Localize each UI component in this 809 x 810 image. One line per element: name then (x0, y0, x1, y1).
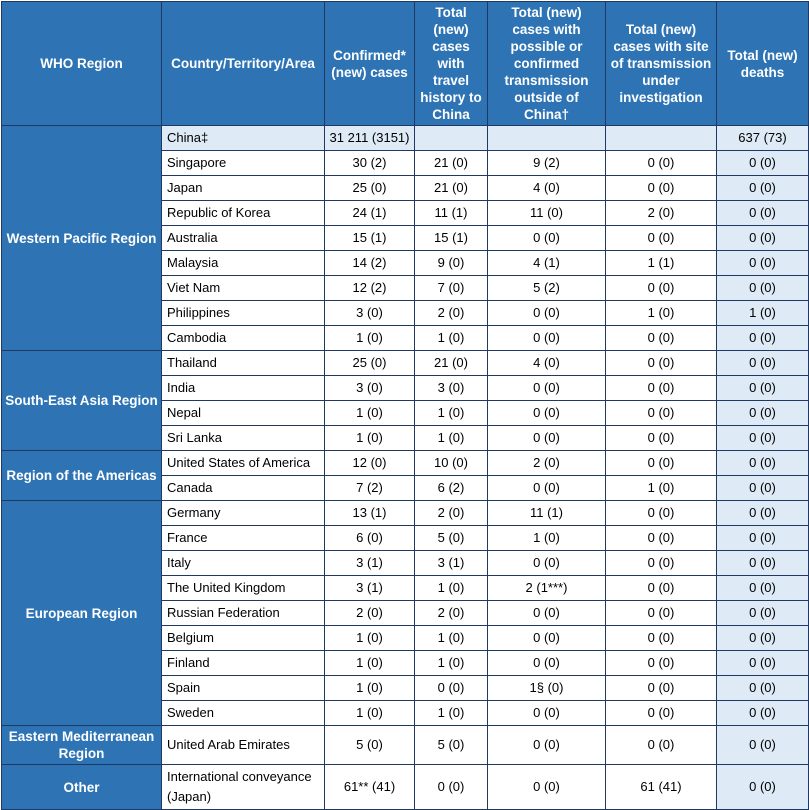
deaths-cell: 0 (0) (717, 765, 809, 810)
confirmed-cell: 25 (0) (325, 351, 415, 376)
table-row (2, 451, 809, 476)
country-cell: Spain (162, 676, 325, 701)
outside-cell: 0 (0) (488, 426, 606, 451)
country-cell: United States of America (162, 451, 325, 476)
outside-cell: 0 (0) (488, 226, 606, 251)
investigation-cell: 61 (41) (606, 765, 717, 810)
confirmed-cell: 12 (0) (325, 451, 415, 476)
investigation-cell: 0 (0) (606, 426, 717, 451)
confirmed-cell: 25 (0) (325, 176, 415, 201)
deaths-cell: 0 (0) (717, 401, 809, 426)
country-cell: Philippines (162, 301, 325, 326)
investigation-cell: 0 (0) (606, 576, 717, 601)
confirmed-cell: 5 (0) (325, 726, 415, 765)
outside-cell: 2 (1***) (488, 576, 606, 601)
deaths-cell: 0 (0) (717, 226, 809, 251)
travel-cell: 1 (0) (415, 626, 488, 651)
investigation-cell: 1 (1) (606, 251, 717, 276)
confirmed-cell: 6 (0) (325, 526, 415, 551)
confirmed-cell: 3 (1) (325, 551, 415, 576)
outside-cell: 4 (0) (488, 176, 606, 201)
deaths-cell: 0 (0) (717, 726, 809, 765)
table-row (2, 351, 809, 376)
deaths-cell: 0 (0) (717, 676, 809, 701)
confirmed-cell: 3 (0) (325, 376, 415, 401)
deaths-cell: 0 (0) (717, 451, 809, 476)
outside-cell: 1§ (0) (488, 676, 606, 701)
table-row (2, 726, 809, 765)
travel-cell: 7 (0) (415, 276, 488, 301)
confirmed-cell: 24 (1) (325, 201, 415, 226)
table-body (2, 126, 809, 810)
outside-cell: 0 (0) (488, 301, 606, 326)
investigation-cell: 0 (0) (606, 401, 717, 426)
confirmed-cell: 1 (0) (325, 676, 415, 701)
travel-cell: 1 (0) (415, 651, 488, 676)
outside-cell: 0 (0) (488, 376, 606, 401)
table-header (2, 2, 809, 126)
travel-cell: 5 (0) (415, 726, 488, 765)
deaths-cell: 0 (0) (717, 551, 809, 576)
who-region-table (1, 1, 809, 810)
country-cell: Cambodia (162, 326, 325, 351)
confirmed-cell: 7 (2) (325, 476, 415, 501)
region-cell: Western Pacific Region (2, 126, 162, 351)
outside-cell: 0 (0) (488, 765, 606, 810)
confirmed-cell: 2 (0) (325, 601, 415, 626)
deaths-cell: 0 (0) (717, 276, 809, 301)
deaths-cell: 0 (0) (717, 151, 809, 176)
confirmed-cell: 1 (0) (325, 626, 415, 651)
outside-cell: 4 (1) (488, 251, 606, 276)
country-cell: Finland (162, 651, 325, 676)
deaths-cell: 0 (0) (717, 351, 809, 376)
column-header-region: WHO Region (2, 2, 162, 126)
deaths-cell: 0 (0) (717, 601, 809, 626)
confirmed-cell: 13 (1) (325, 501, 415, 526)
investigation-cell: 0 (0) (606, 276, 717, 301)
deaths-cell: 0 (0) (717, 651, 809, 676)
outside-cell: 0 (0) (488, 401, 606, 426)
region-cell: South-East Asia Region (2, 351, 162, 451)
country-cell: The United Kingdom (162, 576, 325, 601)
column-header-travel: Total (new) cases with travel history to China (415, 2, 488, 126)
investigation-cell (606, 126, 717, 151)
travel-cell: 21 (0) (415, 151, 488, 176)
confirmed-cell: 30 (2) (325, 151, 415, 176)
deaths-cell: 0 (0) (717, 526, 809, 551)
confirmed-cell: 3 (0) (325, 301, 415, 326)
investigation-cell: 2 (0) (606, 201, 717, 226)
country-cell: Viet Nam (162, 276, 325, 301)
country-cell: Singapore (162, 151, 325, 176)
investigation-cell: 0 (0) (606, 376, 717, 401)
investigation-cell: 0 (0) (606, 526, 717, 551)
travel-cell (415, 126, 488, 151)
country-cell: Republic of Korea (162, 201, 325, 226)
outside-cell: 11 (1) (488, 501, 606, 526)
deaths-cell: 0 (0) (717, 426, 809, 451)
travel-cell: 15 (1) (415, 226, 488, 251)
region-cell: Other (2, 765, 162, 810)
outside-cell: 0 (0) (488, 701, 606, 726)
travel-cell: 6 (2) (415, 476, 488, 501)
travel-cell: 3 (1) (415, 551, 488, 576)
investigation-cell: 0 (0) (606, 701, 717, 726)
outside-cell: 0 (0) (488, 476, 606, 501)
investigation-cell: 0 (0) (606, 351, 717, 376)
investigation-cell: 1 (0) (606, 476, 717, 501)
confirmed-cell: 1 (0) (325, 326, 415, 351)
deaths-cell: 0 (0) (717, 626, 809, 651)
outside-cell: 0 (0) (488, 326, 606, 351)
table-row (2, 126, 809, 151)
travel-cell: 21 (0) (415, 176, 488, 201)
deaths-cell: 0 (0) (717, 376, 809, 401)
confirmed-cell: 12 (2) (325, 276, 415, 301)
deaths-cell: 0 (0) (717, 501, 809, 526)
deaths-cell: 0 (0) (717, 576, 809, 601)
country-cell: Belgium (162, 626, 325, 651)
country-cell: Malaysia (162, 251, 325, 276)
outside-cell: 0 (0) (488, 601, 606, 626)
travel-cell: 2 (0) (415, 301, 488, 326)
country-cell: Germany (162, 501, 325, 526)
outside-cell: 1 (0) (488, 526, 606, 551)
travel-cell: 0 (0) (415, 676, 488, 701)
country-cell: France (162, 526, 325, 551)
outside-cell: 0 (0) (488, 726, 606, 765)
travel-cell: 1 (0) (415, 701, 488, 726)
travel-cell: 5 (0) (415, 526, 488, 551)
travel-cell: 0 (0) (415, 765, 488, 810)
country-cell: Nepal (162, 401, 325, 426)
country-cell: Thailand (162, 351, 325, 376)
investigation-cell: 0 (0) (606, 176, 717, 201)
column-header-deaths: Total (new) deaths (717, 2, 809, 126)
outside-cell: 9 (2) (488, 151, 606, 176)
investigation-cell: 0 (0) (606, 726, 717, 765)
country-cell: United Arab Emirates (162, 726, 325, 765)
investigation-cell: 0 (0) (606, 501, 717, 526)
country-cell: Australia (162, 226, 325, 251)
investigation-cell: 0 (0) (606, 226, 717, 251)
confirmed-cell: 31 211 (3151) (325, 126, 415, 151)
column-header-investigation: Total (new) cases with site of transmission under investigation (606, 2, 717, 126)
column-header-country: Country/Territory/Area (162, 2, 325, 126)
country-cell: Canada (162, 476, 325, 501)
deaths-cell: 0 (0) (717, 326, 809, 351)
outside-cell: 4 (0) (488, 351, 606, 376)
deaths-cell: 0 (0) (717, 176, 809, 201)
country-cell: Sweden (162, 701, 325, 726)
investigation-cell: 0 (0) (606, 551, 717, 576)
country-cell: International conveyance (Japan) (162, 765, 325, 810)
investigation-cell: 1 (0) (606, 301, 717, 326)
deaths-cell: 1 (0) (717, 301, 809, 326)
investigation-cell: 0 (0) (606, 601, 717, 626)
table-row (2, 765, 809, 810)
outside-cell: 2 (0) (488, 451, 606, 476)
outside-cell: 11 (0) (488, 201, 606, 226)
confirmed-cell: 1 (0) (325, 401, 415, 426)
confirmed-cell: 14 (2) (325, 251, 415, 276)
deaths-cell: 0 (0) (717, 251, 809, 276)
travel-cell: 1 (0) (415, 426, 488, 451)
confirmed-cell: 15 (1) (325, 226, 415, 251)
confirmed-cell: 1 (0) (325, 651, 415, 676)
region-cell: Region of the Americas (2, 451, 162, 501)
table-row (2, 501, 809, 526)
travel-cell: 11 (1) (415, 201, 488, 226)
investigation-cell: 0 (0) (606, 676, 717, 701)
investigation-cell: 0 (0) (606, 626, 717, 651)
travel-cell: 9 (0) (415, 251, 488, 276)
investigation-cell: 0 (0) (606, 451, 717, 476)
outside-cell (488, 126, 606, 151)
outside-cell: 0 (0) (488, 651, 606, 676)
confirmed-cell: 1 (0) (325, 701, 415, 726)
outside-cell: 0 (0) (488, 626, 606, 651)
confirmed-cell: 3 (1) (325, 576, 415, 601)
header-row (2, 2, 809, 126)
country-cell: Russian Federation (162, 601, 325, 626)
travel-cell: 2 (0) (415, 601, 488, 626)
investigation-cell: 0 (0) (606, 151, 717, 176)
deaths-cell: 0 (0) (717, 201, 809, 226)
travel-cell: 3 (0) (415, 376, 488, 401)
country-cell: India (162, 376, 325, 401)
travel-cell: 10 (0) (415, 451, 488, 476)
outside-cell: 5 (2) (488, 276, 606, 301)
region-cell: Eastern Mediterranean Region (2, 726, 162, 765)
confirmed-cell: 1 (0) (325, 426, 415, 451)
country-cell: Italy (162, 551, 325, 576)
country-cell: Sri Lanka (162, 426, 325, 451)
deaths-cell: 0 (0) (717, 701, 809, 726)
deaths-cell: 0 (0) (717, 476, 809, 501)
outside-cell: 0 (0) (488, 551, 606, 576)
travel-cell: 2 (0) (415, 501, 488, 526)
investigation-cell: 0 (0) (606, 326, 717, 351)
travel-cell: 1 (0) (415, 326, 488, 351)
confirmed-cell: 61** (41) (325, 765, 415, 810)
country-cell: China‡ (162, 126, 325, 151)
travel-cell: 21 (0) (415, 351, 488, 376)
column-header-outside: Total (new) cases with possible or confirmed transmission outside of China† (488, 2, 606, 126)
deaths-cell: 637 (73) (717, 126, 809, 151)
region-cell: European Region (2, 501, 162, 726)
column-header-confirmed: Confirmed* (new) cases (325, 2, 415, 126)
travel-cell: 1 (0) (415, 576, 488, 601)
travel-cell: 1 (0) (415, 401, 488, 426)
investigation-cell: 0 (0) (606, 651, 717, 676)
country-cell: Japan (162, 176, 325, 201)
